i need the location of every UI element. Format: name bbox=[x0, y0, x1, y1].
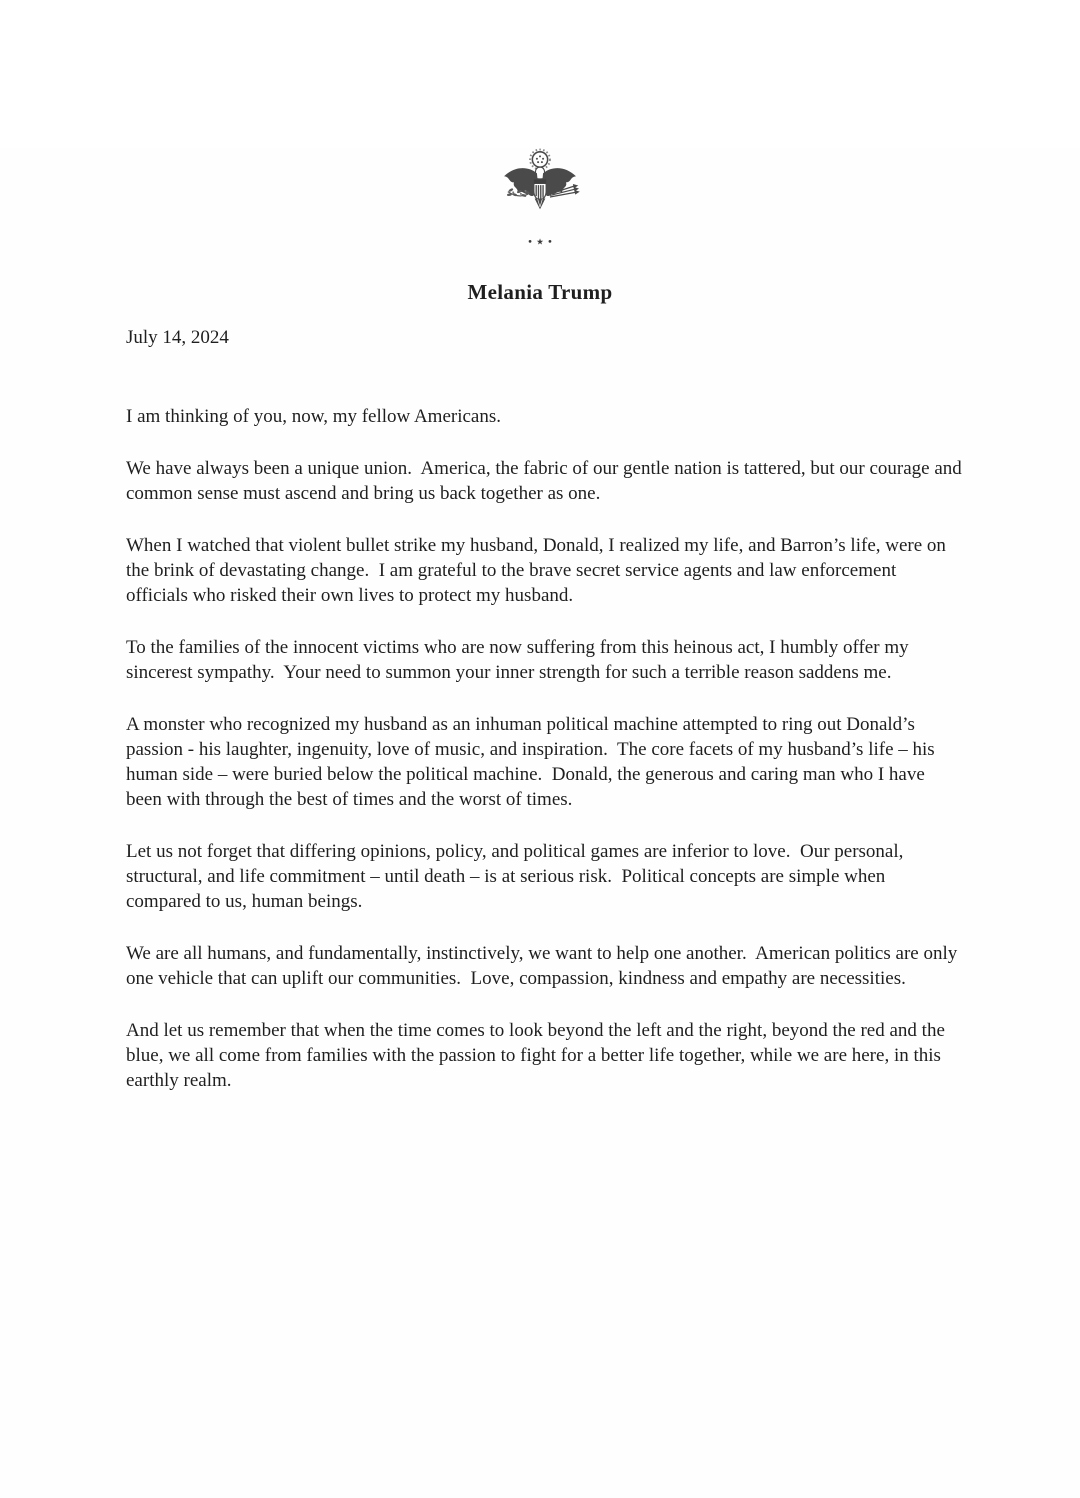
great-seal-eagle-emblem bbox=[494, 148, 586, 249]
letter-paragraph: We have always been a unique union. America, the fabric of our gentle nation is tattered, but our courage and common sense must ascend and bring us back together as one. bbox=[126, 458, 967, 504]
eagle-seal-icon bbox=[494, 148, 586, 249]
letter-paragraph: I am thinking of you, now, my fellow Americans. bbox=[126, 406, 502, 427]
letter-page bbox=[0, 148, 1080, 1498]
letter-paragraph: A monster who recognized my husband as an inhuman political machine attempted to ring out Donald’s passion - his laughter, ingenuity, love of music, and inspiration. The core facets of my husband’s life – his human side – were buried below the political machine. Donald, the generous and caring man who I have been with through the best of times and the worst of times. bbox=[126, 714, 940, 810]
letter-paragraph: We are all humans, and fundamentally, instinctively, we want to help one another. American politics are only one vehicle that can uplift our communities. Love, compassion, kindness and empathy are necessities. bbox=[126, 943, 962, 989]
letter-date: July 14, 2024 bbox=[126, 327, 229, 348]
letter-paragraph: To the families of the innocent victims who are now suffering from this heinous act, I humbly offer my sincerest sympathy. Your need to summon your inner strength for such a terrible reason saddens me. bbox=[126, 637, 914, 683]
letter-paragraph: Let us not forget that differing opinions, policy, and political games are inferior to love. Our personal, structural, and life commitment – until death – is at serious risk. Political concepts are simple when compared to us, human beings. bbox=[126, 841, 909, 912]
page-title: Melania Trump bbox=[467, 280, 613, 304]
letter-body bbox=[126, 404, 967, 1093]
letter-paragraph: When I watched that violent bullet strike my husband, Donald, I realized my life, and Barron’s life, were on the brink of devastating change. I am grateful to the brave secret service agents and law enforcement officials who risked their own lives to protect my husband. bbox=[126, 535, 951, 606]
svg-text:★: ★ bbox=[536, 236, 544, 247]
letter-paragraph: And let us remember that when the time comes to look beyond the left and the right, beyond the red and the blue, we all come from families with the passion to fight for a better life together, while we are here, in this earthly realm. bbox=[126, 1020, 950, 1091]
